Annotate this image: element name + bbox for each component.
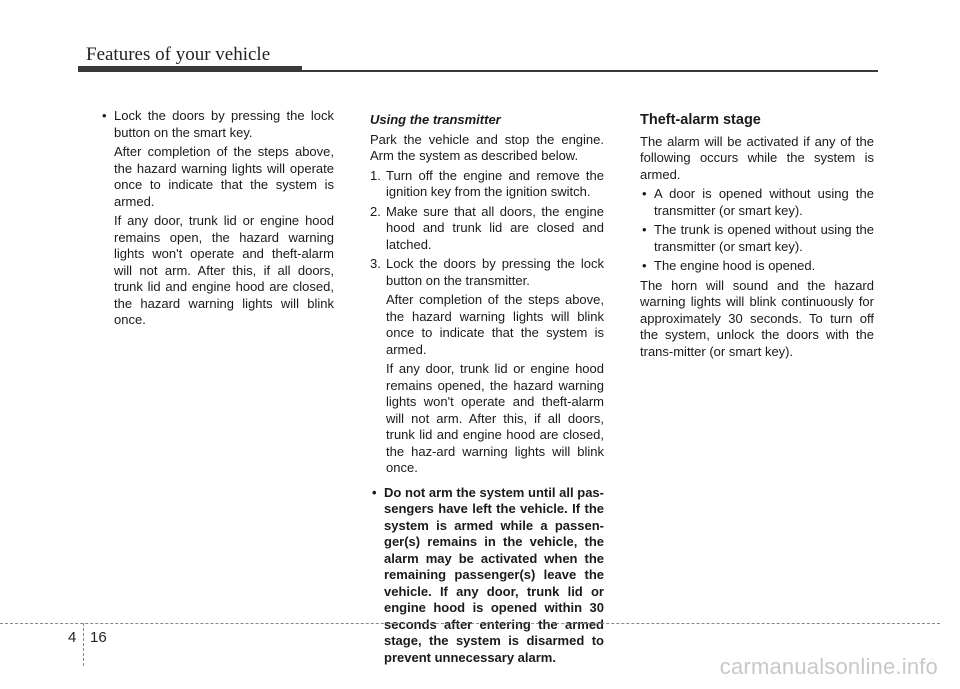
subheading: Using the transmitter xyxy=(370,112,501,127)
bullet-item xyxy=(640,222,874,255)
header-rule-thin xyxy=(302,70,878,72)
bullet-dot: • xyxy=(642,186,647,201)
step-item xyxy=(370,168,604,201)
paragraph: The alarm will be activated if any of the following occurs while the system is armed. xyxy=(640,133,874,182)
paragraph: Park the vehicle and stop the engine. Arm the system as described below. xyxy=(370,131,604,163)
step-number: 3. xyxy=(370,256,381,271)
bullet-text: The trunk is opened without using the transmitter (or smart key). xyxy=(654,222,874,254)
bullet-dot: • xyxy=(642,222,647,237)
bullet-item xyxy=(640,186,874,219)
watermark-text: carmanualsonline.info xyxy=(719,654,938,679)
chapter-number: 4 xyxy=(68,629,77,646)
section-heading: Theft-alarm stage xyxy=(640,112,761,128)
paragraph: After completion of the steps above, the hazard warning lights will blink once to indicate that the system is armed. xyxy=(386,292,604,357)
step-text: Lock the doors by pressing the lock button on the transmitter. xyxy=(386,256,604,288)
paragraph: The horn will sound and the hazard warning lights will blink continuously for approximately 30 seconds. To turn off the system, unlock the doors with the trans-mitter (or smart key). xyxy=(640,277,874,359)
warning-bullet xyxy=(370,485,604,667)
column-left xyxy=(100,108,334,332)
step-text: Make sure that all doors, the engine hood and trunk lid are closed and latched. xyxy=(386,203,604,252)
paragraph: If any door, trunk lid or engine hood remains open, the hazard warning lights won't operate and theft-alarm will not arm. After this, if all doors, trunk lid and engine hood are closed, the hazard warning lights will blink once. xyxy=(114,213,334,327)
column-right xyxy=(640,108,874,363)
warning-text: Do not arm the system until all pas-sengers have left the vehicle. If the system is armed while a passen-ger(s) remains in the vehicle, the alarm may be activated when the remaining passenger(s) leave the vehicle. If any door, trunk lid or engine hood is opened within 30 seconds after entering the armed stage, the system is disarmed to prevent unnecessary alarm. xyxy=(384,484,604,665)
bullet-text: A door is opened without using the transmitter (or smart key). xyxy=(654,186,874,218)
bullet-dot: • xyxy=(642,258,647,273)
footer-divider xyxy=(83,623,84,666)
step-number: 1. xyxy=(370,167,381,183)
step-item xyxy=(370,256,604,289)
bullet-text: Lock the doors by pressing the lock button on the smart key. xyxy=(114,108,334,140)
bullet-item xyxy=(100,108,334,141)
bullet-dot: • xyxy=(102,108,107,123)
page-number: 16 xyxy=(90,629,107,646)
paragraph: After completion of the steps above, the hazard warning lights will operate once to indicate that the system is armed. xyxy=(114,144,334,209)
bullet-item xyxy=(640,258,874,275)
column-middle xyxy=(370,108,604,669)
bullet-dot: • xyxy=(372,484,377,500)
footer-rule xyxy=(0,623,940,624)
page-title: Features of your vehicle xyxy=(86,44,271,65)
header-rule-thick xyxy=(78,66,302,72)
paragraph: If any door, trunk lid or engine hood remains opened, the hazard warning lights won't operate and theft-alarm will not arm. After this, if all doors, trunk lid and engine hood are closed, the haz-ard warning lights will blink once. xyxy=(386,361,604,475)
step-number: 2. xyxy=(370,203,381,219)
step-item xyxy=(370,204,604,254)
bullet-text: The engine hood is opened. xyxy=(654,258,816,273)
step-text: Turn off the engine and remove the ignition key from the ignition switch. xyxy=(386,167,604,199)
